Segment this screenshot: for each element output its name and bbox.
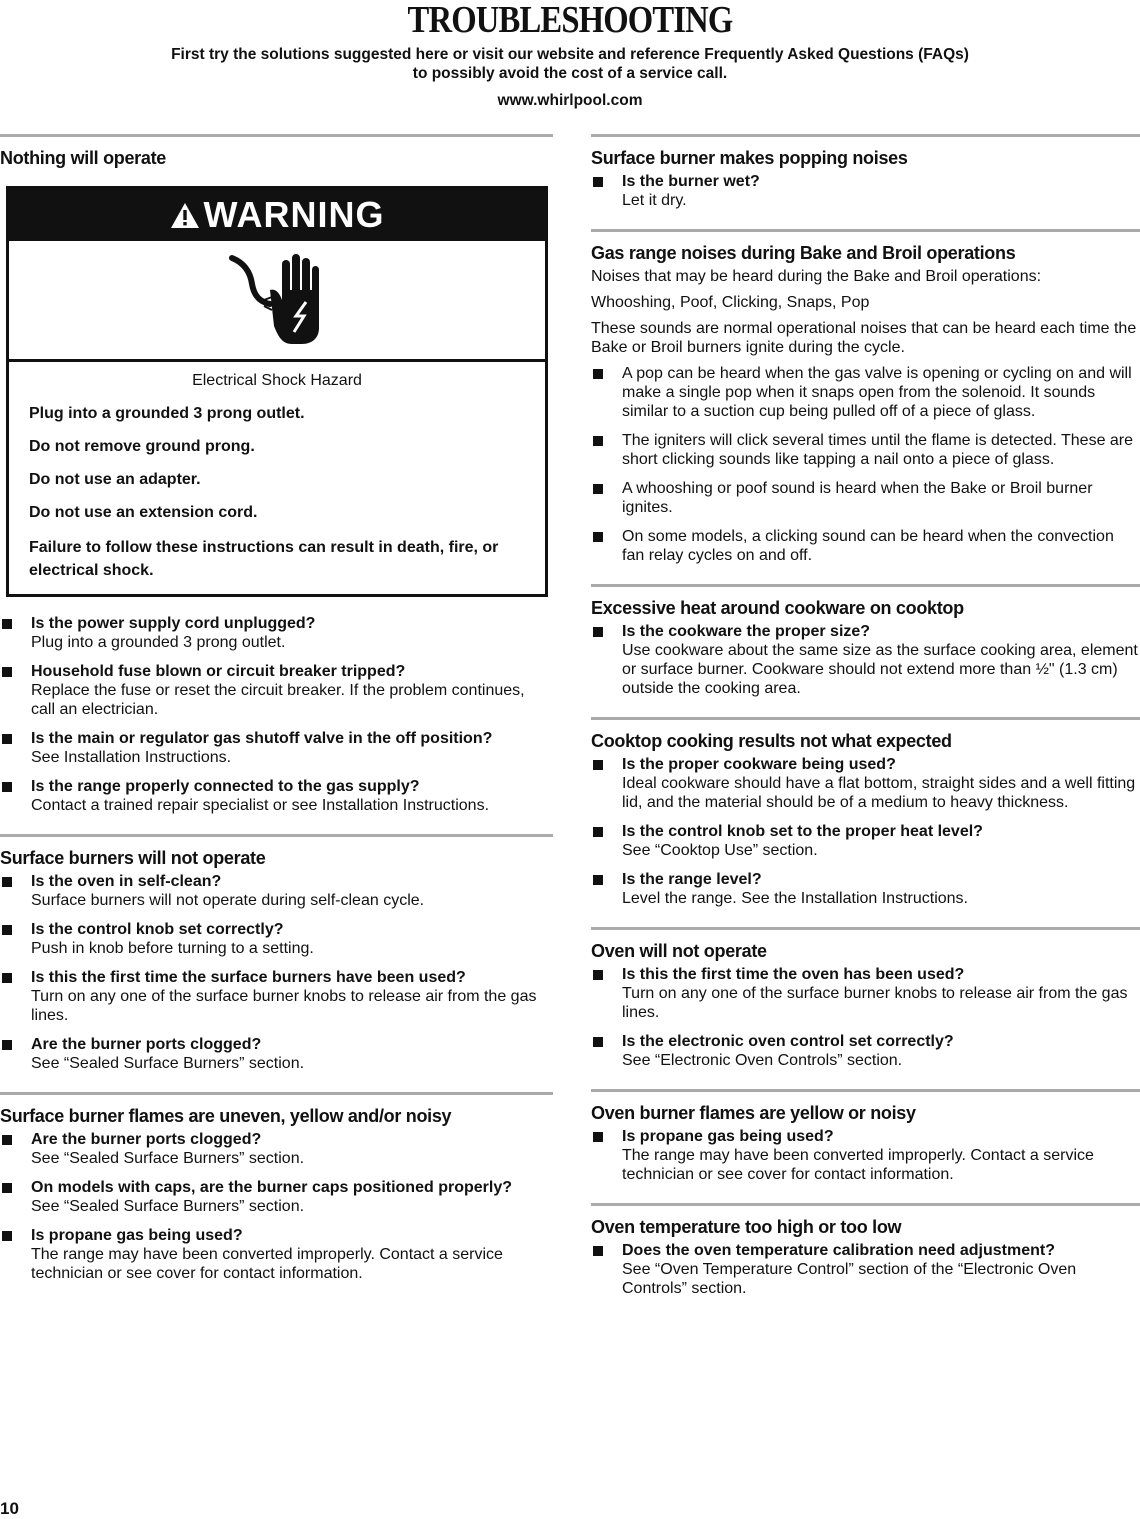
warning-banner bbox=[9, 189, 545, 241]
item-answer: A whooshing or poof sound is heard when the Bake or Broil burner ignites. bbox=[622, 480, 1093, 516]
item-question: Is propane gas being used? bbox=[31, 1227, 243, 1244]
item-question: Is this the first time the surface burners have been used? bbox=[31, 969, 466, 986]
list-item bbox=[0, 968, 553, 1025]
item-answer: Surface burners will not operate during self-clean cycle. bbox=[31, 892, 425, 909]
item-question: Is the main or regulator gas shutoff valve in the off position? bbox=[31, 730, 493, 747]
item-answer: See “Cooktop Use” section. bbox=[622, 842, 818, 859]
list-item bbox=[591, 1241, 1140, 1298]
list-item bbox=[591, 870, 1140, 908]
list-item bbox=[0, 729, 553, 767]
list-item bbox=[591, 364, 1140, 421]
list-item bbox=[0, 920, 553, 958]
troubleshooting-section bbox=[0, 1092, 553, 1283]
item-answer: See “Sealed Surface Burners” section. bbox=[31, 1055, 305, 1072]
square-bullet-icon bbox=[593, 532, 603, 542]
square-bullet-icon bbox=[2, 782, 12, 792]
left-column bbox=[0, 134, 553, 1283]
item-question: Is the control knob set correctly? bbox=[31, 921, 284, 938]
electrical-shock-hand-icon bbox=[222, 250, 332, 350]
item-answer: See “Sealed Surface Burners” section. bbox=[31, 1150, 305, 1167]
square-bullet-icon bbox=[593, 1132, 603, 1142]
square-bullet-icon bbox=[2, 973, 12, 983]
list-item bbox=[0, 1178, 553, 1216]
warning-consequence: Failure to follow these instructions can result in death, fire, or electrical shock. bbox=[29, 539, 499, 579]
list-item bbox=[591, 172, 1140, 210]
troubleshooting-section bbox=[591, 927, 1140, 1070]
page-title: TROUBLESHOOTING bbox=[407, 0, 733, 41]
square-bullet-icon bbox=[593, 1246, 603, 1256]
troubleshooting-section bbox=[0, 134, 553, 815]
list-item bbox=[0, 872, 553, 910]
intro-line-1: First try the solutions suggested here or visit our website and reference Frequently Asked Questions (FAQs) bbox=[171, 46, 969, 63]
website-link[interactable]: www.whirlpool.com bbox=[497, 92, 643, 109]
section-title: Cooktop cooking results not what expected bbox=[591, 731, 952, 751]
list-item bbox=[0, 777, 553, 815]
section-title: Nothing will operate bbox=[0, 148, 167, 168]
item-question: Is the electronic oven control set correctly? bbox=[622, 1033, 954, 1050]
item-answer: See “Electronic Oven Controls” section. bbox=[622, 1052, 903, 1069]
section-title: Gas range noises during Bake and Broil operations bbox=[591, 243, 1016, 263]
page-number: 10 bbox=[0, 1499, 19, 1518]
item-answer: Let it dry. bbox=[622, 192, 687, 209]
warning-triangle-icon bbox=[170, 202, 200, 229]
warning-box bbox=[6, 186, 548, 597]
square-bullet-icon bbox=[2, 734, 12, 744]
square-bullet-icon bbox=[2, 1135, 12, 1145]
item-list bbox=[0, 614, 553, 815]
square-bullet-icon bbox=[2, 619, 12, 629]
troubleshooting-section bbox=[591, 584, 1140, 698]
square-bullet-icon bbox=[593, 970, 603, 980]
list-item bbox=[591, 1032, 1140, 1070]
item-answer: Turn on any one of the surface burner knobs to release air from the gas lines. bbox=[622, 985, 1128, 1021]
list-item bbox=[0, 662, 553, 719]
item-answer: Contact a trained repair specialist or see Installation Instructions. bbox=[31, 797, 490, 814]
item-question: Are the burner ports clogged? bbox=[31, 1131, 262, 1148]
list-item bbox=[591, 822, 1140, 860]
item-question: Does the oven temperature calibration need adjustment? bbox=[622, 1242, 1055, 1259]
intro bbox=[0, 45, 1140, 110]
item-answer: A pop can be heard when the gas valve is opening or cycling on and will make a single pop when it snaps open from the solenoid. It sounds similar to a suction cup being pulled off of a piece of glass. bbox=[622, 365, 1132, 420]
item-question: On models with caps, are the burner caps positioned properly? bbox=[31, 1179, 512, 1196]
item-answer: See Installation Instructions. bbox=[31, 749, 232, 766]
item-answer: The range may have been converted improperly. Contact a service technician or see cover for contact information. bbox=[622, 1147, 1094, 1183]
list-item bbox=[591, 622, 1140, 698]
troubleshooting-section bbox=[591, 717, 1140, 908]
item-answer: See “Sealed Surface Burners” section. bbox=[31, 1198, 305, 1215]
item-question: Are the burner ports clogged? bbox=[31, 1036, 262, 1053]
item-list bbox=[591, 755, 1140, 908]
item-answer: The range may have been converted improperly. Contact a service technician or see cover for contact information. bbox=[31, 1246, 503, 1282]
square-bullet-icon bbox=[2, 1183, 12, 1193]
list-item bbox=[591, 431, 1140, 469]
item-list bbox=[0, 1130, 553, 1283]
item-question: Is the range properly connected to the gas supply? bbox=[31, 778, 420, 795]
item-answer: See “Oven Temperature Control” section of the “Electronic Oven Controls” section. bbox=[622, 1261, 1077, 1297]
item-question: Is the proper cookware being used? bbox=[622, 756, 896, 773]
square-bullet-icon bbox=[593, 827, 603, 837]
list-item bbox=[0, 1226, 553, 1283]
square-bullet-icon bbox=[593, 484, 603, 494]
list-item bbox=[591, 1127, 1140, 1184]
item-question: Is the oven in self-clean? bbox=[31, 873, 222, 890]
warning-label: WARNING bbox=[203, 194, 385, 235]
square-bullet-icon bbox=[2, 877, 12, 887]
square-bullet-icon bbox=[593, 369, 603, 379]
hazard-title: Electrical Shock Hazard bbox=[192, 372, 362, 389]
item-question: Is the power supply cord unplugged? bbox=[31, 615, 316, 632]
item-list bbox=[591, 1241, 1140, 1298]
warning-text bbox=[9, 362, 545, 594]
section-title: Surface burner makes popping noises bbox=[591, 148, 908, 168]
list-item bbox=[0, 1035, 553, 1073]
item-list bbox=[591, 172, 1140, 210]
item-answer: Plug into a grounded 3 prong outlet. bbox=[31, 634, 286, 651]
square-bullet-icon bbox=[593, 177, 603, 187]
item-answer: The igniters will click several times until the flame is detected. These are short clicking sounds like tapping a nail onto a piece of glass. bbox=[622, 432, 1134, 468]
section-paragraph: These sounds are normal operational noises that can be heard each time the Bake or Broil burners ignite during the cycle. bbox=[591, 320, 1137, 356]
item-answer: Use cookware about the same size as the surface cooking area, element or surface burner. Cookware should not extend more than ½" (1.3 cm) outside the cooking area. bbox=[622, 642, 1138, 697]
warning-instruction: Do not use an adapter. bbox=[29, 471, 201, 488]
section-title: Oven temperature too high or too low bbox=[591, 1217, 902, 1237]
square-bullet-icon bbox=[593, 875, 603, 885]
item-answer: Level the range. See the Installation Instructions. bbox=[622, 890, 968, 907]
item-question: Is propane gas being used? bbox=[622, 1128, 834, 1145]
warning-instruction: Plug into a grounded 3 prong outlet. bbox=[29, 405, 305, 422]
square-bullet-icon bbox=[2, 925, 12, 935]
section-title: Oven will not operate bbox=[591, 941, 767, 961]
troubleshooting-section bbox=[591, 229, 1140, 565]
intro-line-2: to possibly avoid the cost of a service call. bbox=[412, 65, 728, 82]
square-bullet-icon bbox=[2, 1040, 12, 1050]
troubleshooting-section bbox=[591, 1203, 1140, 1298]
troubleshooting-section bbox=[0, 834, 553, 1073]
item-answer: Ideal cookware should have a flat bottom, straight sides and a well fitting lid, and the material should be of a medium to heavy thickness. bbox=[622, 775, 1136, 811]
warning-pictogram bbox=[9, 241, 545, 362]
item-list bbox=[591, 364, 1140, 565]
troubleshooting-section bbox=[591, 1089, 1140, 1184]
item-list bbox=[591, 965, 1140, 1070]
item-question: Is the cookware the proper size? bbox=[622, 623, 871, 640]
square-bullet-icon bbox=[2, 1231, 12, 1241]
section-title: Surface burners will not operate bbox=[0, 848, 266, 868]
section-paragraph: Noises that may be heard during the Bake and Broil operations: bbox=[591, 268, 1042, 285]
item-answer: Turn on any one of the surface burner knobs to release air from the gas lines. bbox=[31, 988, 537, 1024]
section-title: Excessive heat around cookware on cooktop bbox=[591, 598, 964, 618]
section-title: Surface burner flames are uneven, yellow and/or noisy bbox=[0, 1106, 452, 1126]
list-item bbox=[0, 614, 553, 652]
item-question: Is the burner wet? bbox=[622, 173, 760, 190]
item-question: Is the range level? bbox=[622, 871, 762, 888]
section-title: Oven burner flames are yellow or noisy bbox=[591, 1103, 916, 1123]
square-bullet-icon bbox=[593, 627, 603, 637]
list-item bbox=[591, 755, 1140, 812]
item-answer: Replace the fuse or reset the circuit breaker. If the problem continues, call an electrician. bbox=[31, 682, 525, 718]
list-item bbox=[0, 1130, 553, 1168]
list-item bbox=[591, 527, 1140, 565]
warning-instruction: Do not use an extension cord. bbox=[29, 504, 258, 521]
square-bullet-icon bbox=[593, 760, 603, 770]
right-column bbox=[591, 134, 1140, 1298]
square-bullet-icon bbox=[593, 1037, 603, 1047]
square-bullet-icon bbox=[593, 436, 603, 446]
item-question: Is the control knob set to the proper heat level? bbox=[622, 823, 983, 840]
list-item bbox=[591, 479, 1140, 517]
item-list bbox=[591, 622, 1140, 698]
item-list bbox=[591, 1127, 1140, 1184]
square-bullet-icon bbox=[2, 667, 12, 677]
troubleshooting-section bbox=[591, 134, 1140, 210]
item-answer: Push in knob before turning to a setting. bbox=[31, 940, 314, 957]
list-item bbox=[591, 965, 1140, 1022]
warning-instruction: Do not remove ground prong. bbox=[29, 438, 255, 455]
item-question: Household fuse blown or circuit breaker tripped? bbox=[31, 663, 406, 680]
item-list bbox=[0, 872, 553, 1073]
item-answer: On some models, a clicking sound can be heard when the convection fan relay cycles on and off. bbox=[622, 528, 1114, 564]
section-paragraph: Whooshing, Poof, Clicking, Snaps, Pop bbox=[591, 294, 870, 311]
item-question: Is this the first time the oven has been used? bbox=[622, 966, 965, 983]
